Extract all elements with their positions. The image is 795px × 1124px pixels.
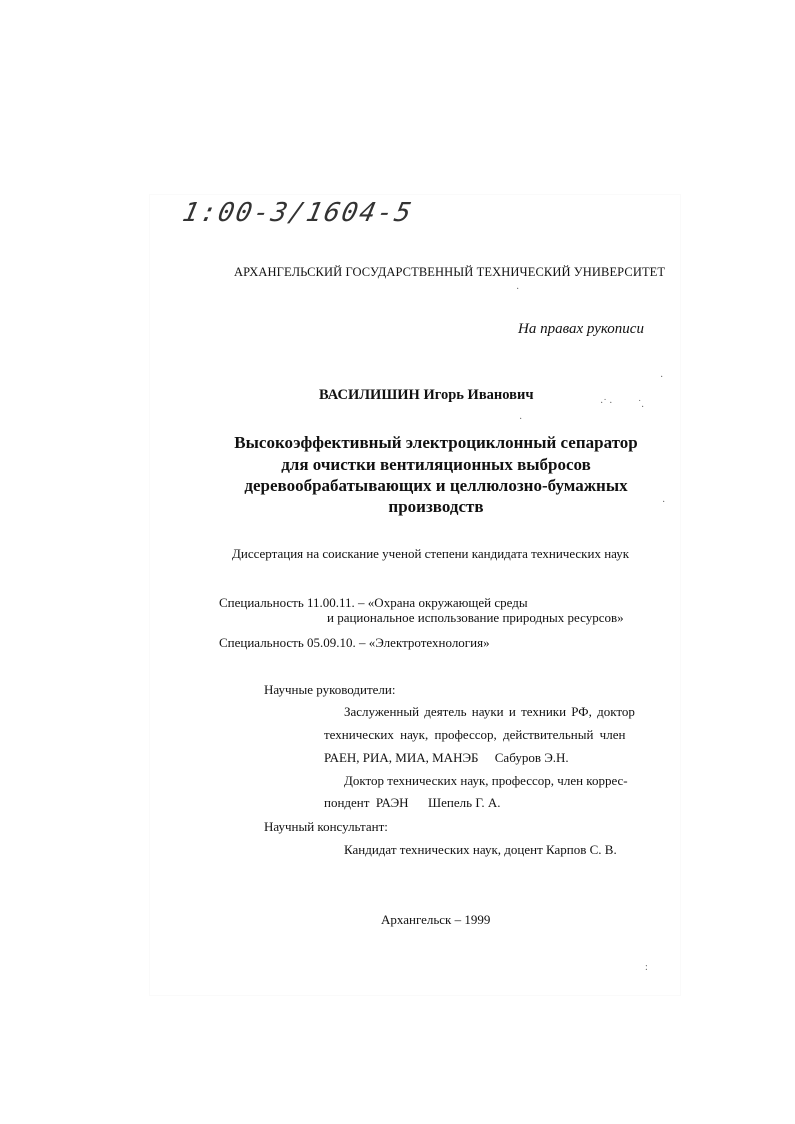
title-line-1: Высокоэффективный электроциклонный сепаратор	[234, 433, 638, 452]
scan-speck: ·	[660, 372, 664, 383]
specialty-1-line-2: и рациональное использование природных ресурсов»	[327, 610, 624, 625]
supervisor-1-line-2: технических наук, профессор, действительный член	[324, 727, 626, 742]
title-line-3: деревообрабатывающих и целлюлозно-бумажных	[244, 476, 628, 495]
supervisor-1-line-1: Заслуженный деятель науки и техники РФ, доктор	[344, 704, 635, 719]
supervisor-2-line-1: Доктор технических наук, профессор, член коррес-	[344, 773, 628, 788]
consultant-name: Кандидат технических наук, доцент Карпов С. В.	[344, 842, 617, 857]
scan-speck: :	[645, 962, 648, 973]
scan-speck: ·	[662, 497, 666, 508]
university-name: АРХАНГЕЛЬСКИЙ ГОСУДАРСТВЕННЫЙ ТЕХНИЧЕСКИЙ УНИВЕРСИТЕТ	[234, 265, 666, 279]
dissertation-line: Диссертация на соискание ученой степени кандидата технических наук	[232, 546, 630, 561]
author-name: ВАСИЛИШИН Игорь Иванович	[319, 387, 534, 403]
handwritten-stamp-number: 1:00-3/1604-5	[179, 198, 416, 228]
scan-speck: ˙.	[638, 399, 644, 410]
title-line-4: производств	[388, 497, 484, 516]
consultant-label: Научный консультант:	[264, 819, 388, 834]
scan-speck: ·	[516, 284, 520, 295]
supervisors-label: Научные руководители:	[264, 682, 396, 697]
title-line-2: для очистки вентиляционных выбросов	[281, 455, 591, 474]
scan-speck: ·	[519, 414, 523, 425]
supervisor-1-line-3: РАЕН, РИА, МИА, МАНЭБ Сабуров Э.Н.	[324, 750, 569, 765]
manuscript-rights: На правах рукописи	[518, 321, 644, 337]
specialty-1-line-1: Специальность 11.00.11. – «Охрана окружающей среды	[219, 595, 528, 610]
supervisor-2-line-2: пондент РАЭН Шепель Г. А.	[324, 795, 501, 810]
specialty-2: Специальность 05.09.10. – «Электротехнология»	[219, 635, 490, 650]
city-year: Архангельск – 1999	[381, 912, 491, 927]
scan-speck: ·˙ ·	[600, 398, 613, 409]
